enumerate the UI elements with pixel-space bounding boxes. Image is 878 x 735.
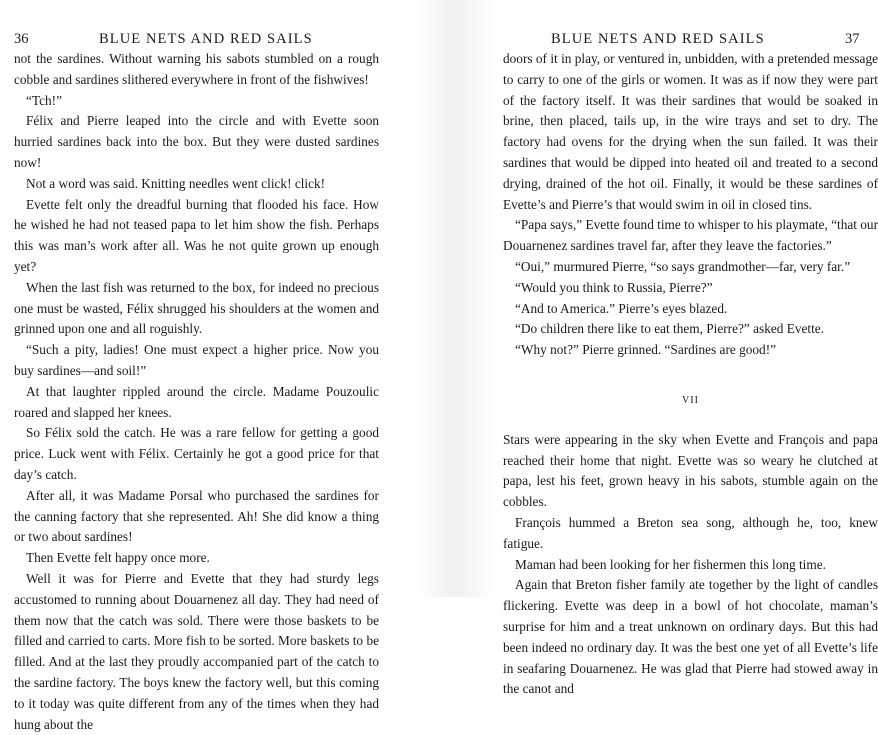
paragraph: “Do children there like to eat them, Pierre?” asked Evette. [515,321,825,337]
paragraph: Again that Breton fisher family ate together by the light of candles flickering. Evette was deep in a bowl of hot chocolate, maman’s surprise for him and a treat unknown on ordinary days. But this had been indeed no ordinary day. It was the best one yet of all Evette’s life in seafaring Douarnenez. He was glad that Pierre had stowed away in the canot and [503,577,878,697]
paragraph: François hummed a Breton sea song, although he, too, knew fatigue. [503,514,878,551]
paragraph: doors of it in play, or ventured in, unbidden, with a pretended message to carry to one of the girls or women. It was as if now they were part of the factory itself. It was their sardines that would be soaked in brine, then placed, tails up, in the wire trays and set to dry. The factory had ovens for the drying when the sun failed. It was their sardines that would be dipped into heated oil and treated to a second drying, drained of the hot oil. Finally, it would be these sardines of Evette’s and Pierre’s that would swim in oil in closed tins. [503,51,878,212]
paragraph: “Why not?” Pierre grinned. “Sardines are good!” [515,342,777,358]
paragraph: Well it was for Pierre and Evette that they had sturdy legs accustomed to running about Douarnenez all day. They had need of them now that the catch was sold. There were those baskets to be filled and carried to carts. More fish to be sorted. More baskets to be filled. And at the last they proudly accompanied part of the catch to the sardine factory. The boys knew the factory well, but this coming to it today was quite different from any of the times when they had hung about the [14,570,379,732]
chapter-heading: VII [682,394,699,406]
paragraph: “Papa says,” Evette found time to whisper to his playmate, “that our Douarnenez sardines travel far, after they leave the factories.” [503,217,878,254]
paragraph: “Oui,” murmured Pierre, “so says grandmother—far, very far.” [515,258,851,274]
paragraph: Not a word was said. Knitting needles went click! click! [26,175,326,191]
right-running-head: BLUE NETS AND RED SAILS [551,31,765,47]
paragraph: “Such a pity, ladies! One must expect a higher price. Now you buy sardines—and soil!” [14,342,379,378]
paragraph: At that laughter rippled around the circle. Madame Pouzoulic roared and slapped her knees. [14,383,379,420]
left-page-number: 36 [14,31,29,47]
paragraph: “Tch!” [26,92,62,108]
paragraph: not the sardines. Without warning his sabots stumbled on a rough cobble and sardines slithered everywhere in front of the fishwives! [14,51,379,87]
right-page-number: 37 [845,31,860,47]
left-running-head: BLUE NETS AND RED SAILS [99,31,313,47]
paragraph: Then Evette felt happy once more. [26,550,210,566]
paragraph: After all, it was Madame Porsal who purchased the sardines for the canning factory that she represented. Ah! She did know a thing or two about sardines! [14,487,379,545]
left-page [0,0,439,732]
paragraph: Stars were appearing in the sky when Evette and François and papa reached their home that night. Evette was so weary he clutched at papa, lest his feet, grown heavy in his sabots, stumble again on the cobbles. [503,431,878,510]
left-page-body [14,49,379,735]
paragraph: When the last fish was returned to the box, for indeed no precious one must be wasted, Félix shrugged his shoulders at the women and grinned upon one and all roguishly. [14,279,379,337]
paragraph: Maman had been looking for her fishermen this long time. [515,556,826,572]
right-page-body [503,49,878,700]
paragraph: “And to America.” Pierre’s eyes blazed. [515,300,728,316]
paragraph: Félix and Pierre leaped into the circle and with Evette soon hurried sardines back into the box. But they were dusted sardines now! [14,113,379,170]
paragraph: Evette felt only the dreadful burning that flooded his face. How he wished he had not teased papa to let him show the fish. Perhaps this was man’s work after all. Was he not quite grown up enough yet? [14,196,379,274]
paragraph: “Would you think to Russia, Pierre?” [515,279,713,295]
paragraph: So Félix sold the catch. He was a rare fellow for getting a good price. Luck went with Félix. Certainly he got a good price for that day’s catch. [14,425,379,482]
